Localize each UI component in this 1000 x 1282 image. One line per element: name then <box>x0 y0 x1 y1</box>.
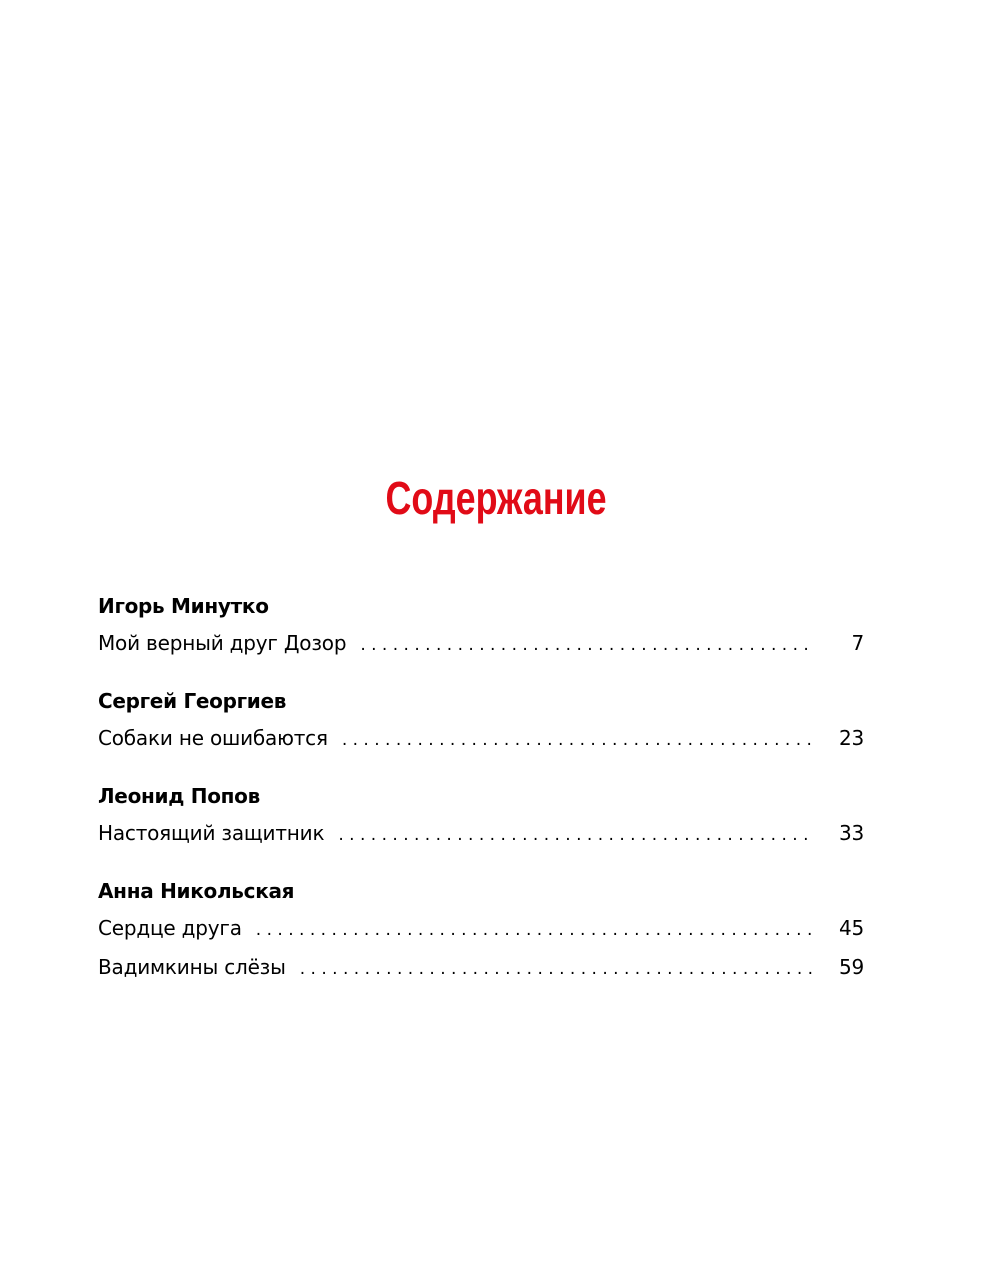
toc-author: Леонид Попов <box>98 784 260 808</box>
toc-author: Игорь Минутко <box>98 594 269 618</box>
toc-entry-title: Собаки не ошибаются <box>98 726 328 750</box>
toc-section <box>98 873 864 987</box>
toc-page-number: 45 <box>838 916 864 940</box>
toc-entry-title: Мой верный друг Дозор <box>98 631 347 655</box>
page-title: Содержание <box>385 472 607 524</box>
dot-leader <box>338 816 812 855</box>
toc-page-number: 33 <box>838 821 864 845</box>
toc-page-number: 7 <box>851 631 864 655</box>
toc-entry-title: Вадимкины слёзы <box>98 955 286 979</box>
toc-entry[interactable] <box>98 909 864 948</box>
toc-entry[interactable] <box>98 948 864 987</box>
toc-entry-title: Настоящий защитник <box>98 821 325 845</box>
dot-leader <box>360 626 812 665</box>
toc-page-number: 59 <box>838 955 864 979</box>
toc-author: Сергей Георгиев <box>98 689 287 713</box>
toc-section <box>98 588 864 663</box>
dot-leader <box>342 721 812 760</box>
toc-section <box>98 778 864 853</box>
toc-entry-title: Сердце друга <box>98 916 242 940</box>
dot-leader <box>256 911 812 950</box>
toc-entry[interactable] <box>98 814 864 853</box>
dot-leader <box>300 950 812 989</box>
toc-entry[interactable] <box>98 624 864 663</box>
toc-page-number: 23 <box>838 726 864 750</box>
toc-author: Анна Никольская <box>98 879 295 903</box>
toc-entry[interactable] <box>98 719 864 758</box>
toc-section <box>98 683 864 758</box>
table-of-contents <box>98 588 864 1007</box>
